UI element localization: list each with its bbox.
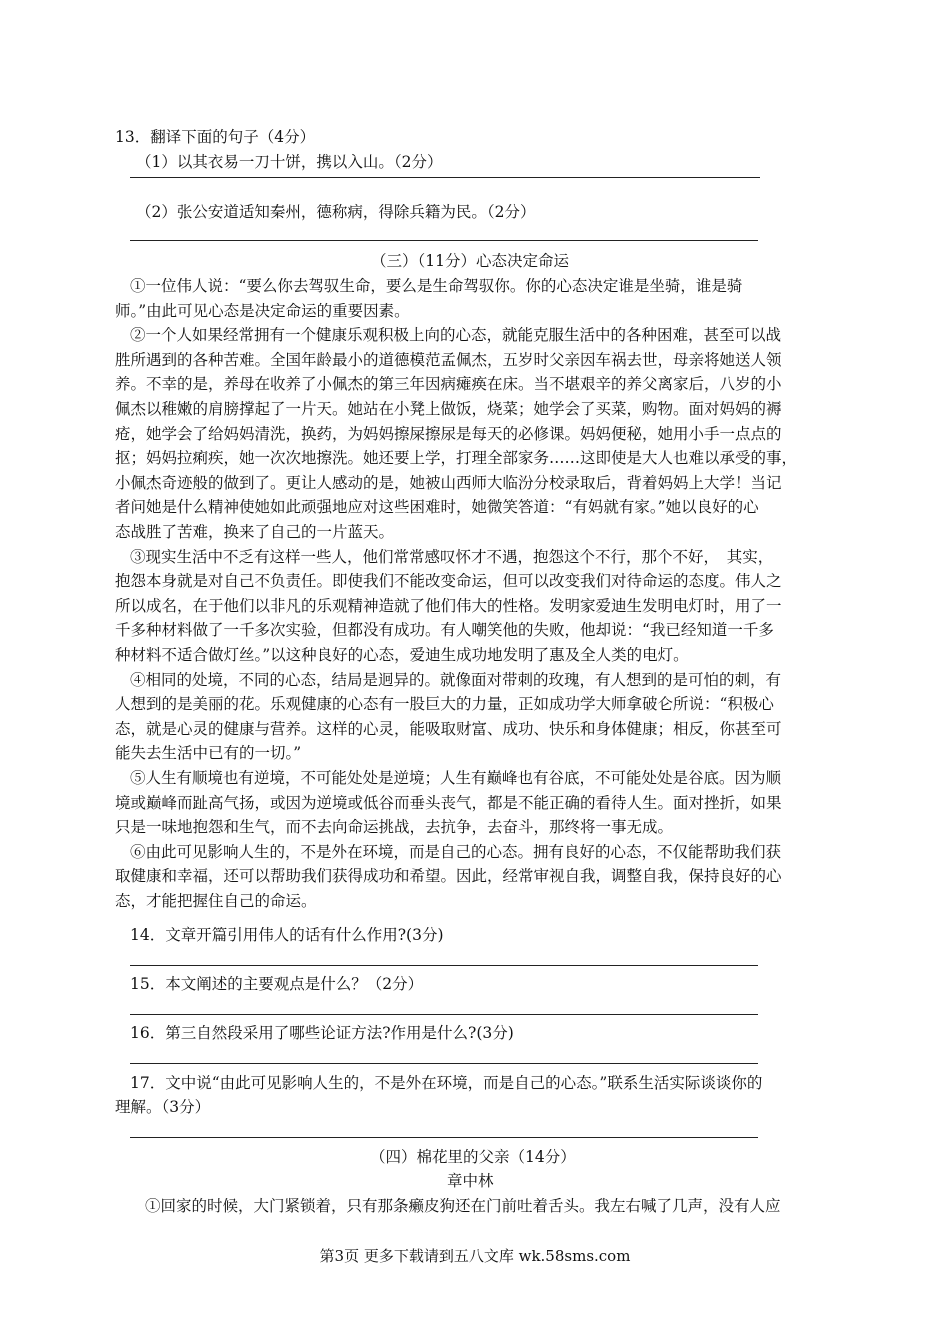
section3-line: 胜所遇到的各种苦难。全国年龄最小的道德模范孟佩杰，五岁时父亲因车祸去世，母亲将她送人领 <box>115 351 782 369</box>
section3-line: ③现实生活中不乏有这样一些人，他们常常感叹怀才不遇，抱怨这个不行，那个不好， 其实， <box>130 548 774 566</box>
section3-line: ⑥由此可见影响人生的，不是外在环境，而是自己的心态。拥有良好的心态，不仅能帮助我们获 <box>130 843 782 861</box>
section3-line: 人想到的是美丽的花。乐观健康的心态有一股巨大的力量，正如成功学大师拿破仑所说：“积极心 <box>115 695 774 713</box>
section3-line: 佩杰以稚嫩的肩膀撑起了一片天。她站在小凳上做饭，烧菜；她学会了买菜，购物。面对妈妈的褥 <box>115 400 782 418</box>
section3-line: 养。不幸的是，养母在收养了小佩杰的第三年因病瘫痪在床。当不堪艰辛的养父离家后，八岁的小 <box>115 375 782 393</box>
section4-heading: （四）棉花里的父亲（14分） <box>370 1148 576 1166</box>
q13-title: 13．翻译下面的句子（4分） <box>115 128 316 146</box>
section3-line: 师。”由此可见心态是决定命运的重要因素。 <box>115 302 410 320</box>
section3-line: ②一个人如果经常拥有一个健康乐观积极上向的心态，就能克服生活中的各种困难，甚至可以战 <box>130 326 782 344</box>
answer-line[interactable] <box>130 1014 758 1015</box>
section3-line: 抱怨本身就是对自己不负责任。即使我们不能改变命运，但可以改变我们对待命运的态度。伟人之 <box>115 572 782 590</box>
q15: 15．本文阐述的主要观点是什么？（2分） <box>130 975 424 993</box>
section3-line: 态，就是心灵的健康与营养。这样的心灵，能吸取财富、成功、快乐和身体健康；相反，你甚至可 <box>115 720 782 738</box>
section3-line: 境或巅峰而趾高气扬，或因为逆境或低谷而垂头丧气，都是不能正确的看待人生。面对挫折，如果 <box>115 794 782 812</box>
answer-line[interactable] <box>130 240 758 241</box>
section3-line: 取健康和幸福，还可以帮助我们获得成功和希望。因此，经常审视自我，调整自我，保持良好的心 <box>115 867 782 885</box>
q17-line-1: 17．文中说“由此可见影响人生的，不是外在环境，而是自己的心态。”联系生活实际谈谈你的 <box>130 1074 763 1092</box>
answer-line[interactable] <box>130 177 760 178</box>
section3-line: 态战胜了苦难，换来了自己的一片蓝天。 <box>115 523 395 541</box>
answer-line[interactable] <box>130 965 758 966</box>
section3-line: 千多种材料做了一千多次实验，但都没有成功。有人嘲笑他的失败，他却说：“我已经知道一千多 <box>115 621 774 639</box>
q14: 14．文章开篇引用伟人的话有什么作用?(3分) <box>130 926 444 944</box>
q13-sentence-1: （1）以其衣易一刀十饼，携以入山。（2分） <box>136 153 443 171</box>
answer-line[interactable] <box>130 1063 758 1064</box>
section3-line: ⑤人生有顺境也有逆境，不可能处处是逆境；人生有巅峰也有谷底，不可能处处是谷底。因为顺 <box>130 769 782 787</box>
section3-line: 者问她是什么精神使她如此顽强地应对这些困难时，她微笑答道：“有妈就有家。”她以良好的心 <box>115 498 759 516</box>
section3-line: 态，才能把握住自己的命运。 <box>115 892 317 910</box>
section3-line: 抠；妈妈拉痢疾，她一次次地擦洗。她还要上学，打理全部家务……这即使是大人也难以承受的事， <box>115 449 798 467</box>
section4-author: 章中林 <box>447 1172 494 1190</box>
section3-line: 小佩杰奇迹般的做到了。更让人感动的是，她被山西师大临汾分校录取后，背着妈妈上大学！当记 <box>115 474 782 492</box>
section3-line: 疮，她学会了给妈妈清洗，换药，为妈妈擦屎擦尿是每天的必修课。妈妈便秘，她用小手一点点的 <box>115 425 782 443</box>
q16: 16．第三自然段采用了哪些论证方法?作用是什么?(3分) <box>130 1024 514 1042</box>
section3-line: ④相同的处境，不同的心态，结局是迥异的。就像面对带刺的玫瑰，有人想到的是可怕的刺，有 <box>130 671 782 689</box>
section3-line: ①一位伟人说：“要么你去驾驭生命，要么是生命驾驭你。你的心态决定谁是坐骑，谁是骑 <box>130 277 743 295</box>
page-footer: 第3页 更多下载请到五八文库 wk.58sms.com <box>319 1247 631 1265</box>
section3-line: 种材料不适合做灯丝。”以这种良好的心态，爱迪生成功地发明了惠及全人类的电灯。 <box>115 646 689 664</box>
q13-sentence-2: （2）张公安道适知秦州，德称病，得除兵籍为民。（2分） <box>136 203 536 221</box>
section3-line: 能失去生活中已有的一切。” <box>115 744 302 762</box>
answer-line[interactable] <box>130 1137 758 1138</box>
section3-line: 只是一味地抱怨和生气，而不去向命运挑战，去抗争，去奋斗，那终将一事无成。 <box>115 818 674 836</box>
q17-line-2: 理解。（3分） <box>115 1098 211 1116</box>
section3-line: 所以成名，在于他们以非凡的乐观精神造就了他们伟大的性格。发明家爱迪生发明电灯时，用了一 <box>115 597 782 615</box>
section4-first-line: ①回家的时候，大门紧锁着，只有那条癞皮狗还在门前吐着舌头。我左右喊了几声，没有人应 <box>145 1197 781 1215</box>
section3-heading: （三）（11分）心态决定命运 <box>371 252 569 270</box>
